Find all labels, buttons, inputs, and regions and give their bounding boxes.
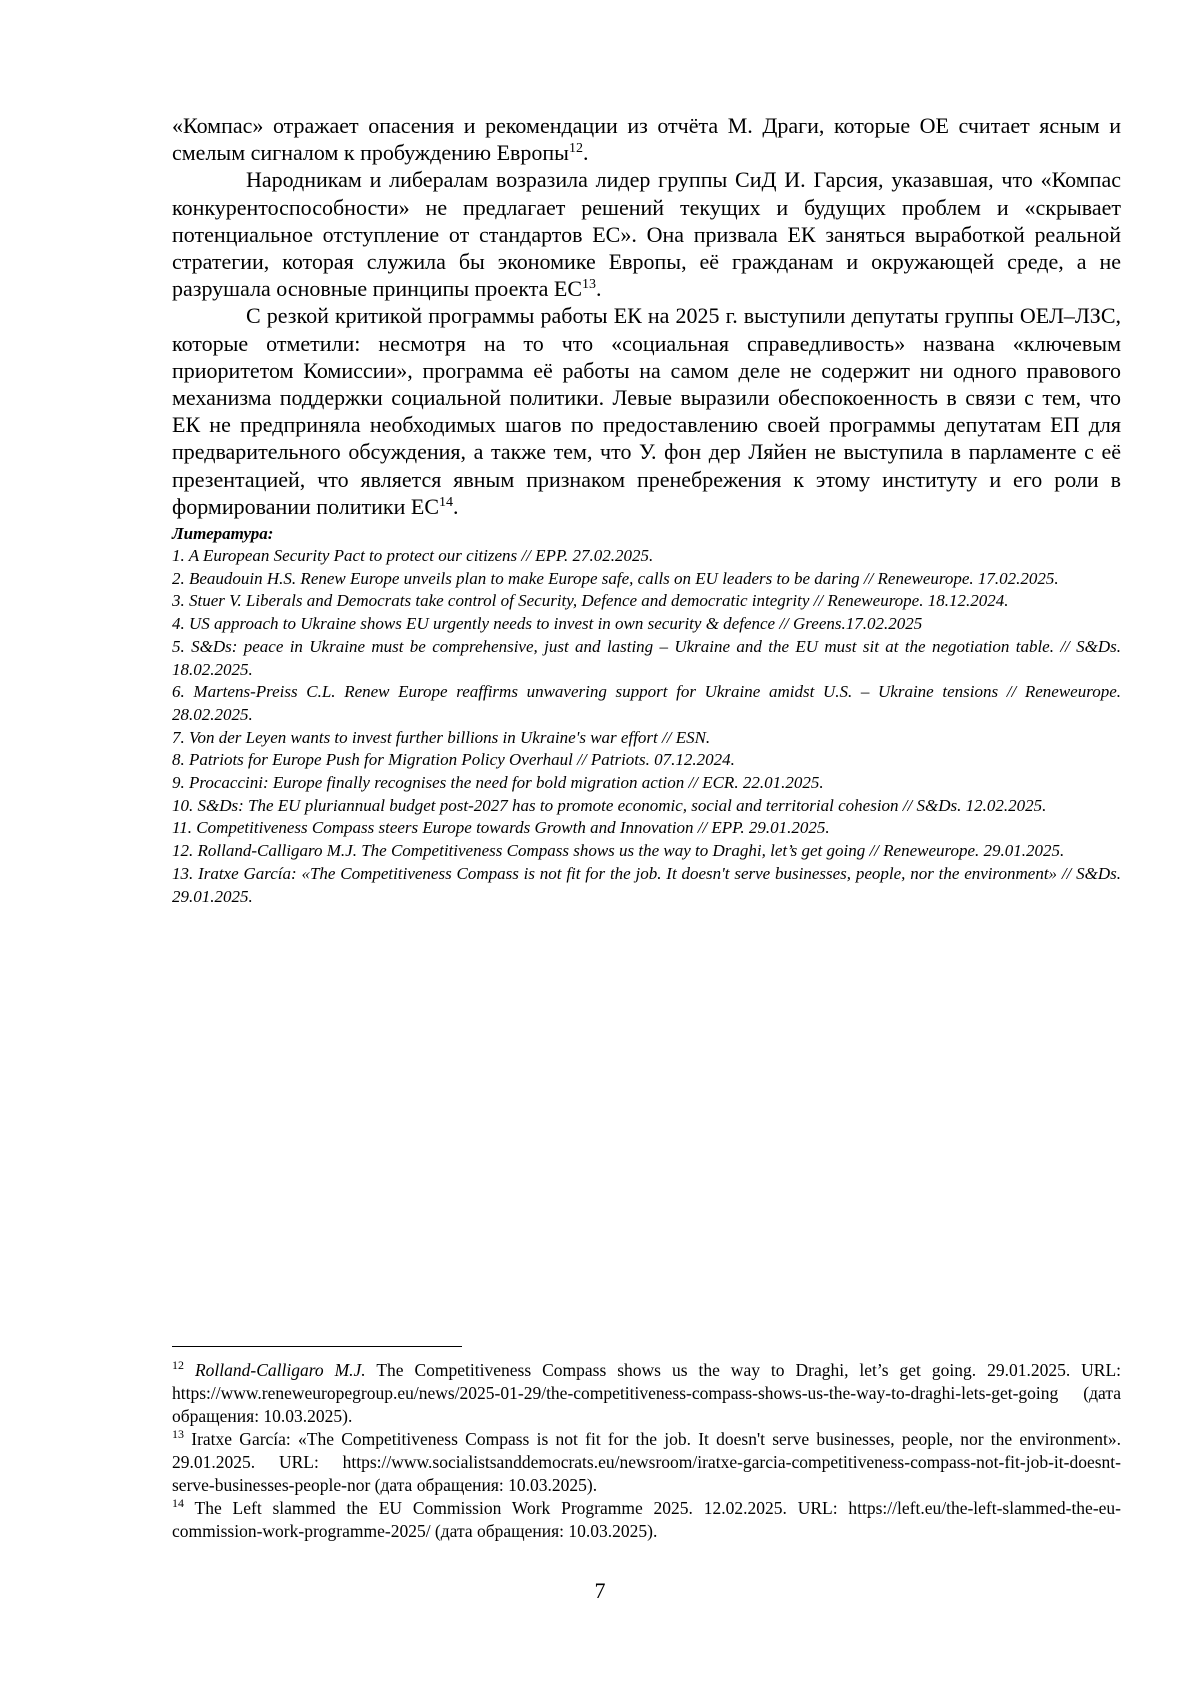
footnote-text: The Competitiveness Compass shows us the way to Draghi, let’s get going. 29.01.2025. URL: https://www.reneweuropegroup.eu/news/2025-01-29/the-competitiveness-compass-shows-us-the-way-to-draghi-lets-get-going (дата обращения: 10.03.2025). (172, 1360, 1122, 1426)
footnote-ref[interactable]: 12 (568, 141, 583, 157)
footnote (172, 1428, 1121, 1497)
literature-item: 1. A European Security Pact to protect our citizens // EPP. 27.02.2025. (172, 546, 654, 566)
literature-item: 2. Beaudouin H.S. Renew Europe unveils plan to make Europe safe, calls on EU leaders to be daring // Reneweurope. 17.02.2025. (172, 568, 1059, 588)
paragraph: Народникам и либералам возразила лидер группы СиД И. Гарсия, указавшая, что «Компас конкурентоспособности» не предлагает решений текущих и будущих проблем и «скрывает потенциальное отступление от стандартов ЕС». Она призвала ЕК заняться выработкой реальной стратегии, которая служила бы экономике Европы, её гражданам и окружающей среде, а не разрушала основные принципы проекта ЕС$^{13}$. (172, 167, 1121, 302)
page-number: 7 (594, 1578, 606, 1603)
literature-item: 9. Procaccini: Europe finally recognises the need for bold migration action // ECR. 22.01.2025. (172, 773, 824, 793)
footnote-text: Iratxe García: «The Competitiveness Compass is not fit for the job. It doesn't serve businesses, people, nor the environment». 29.01.2025. URL: https://www.socialistsanddemocrats.eu/newsroom/iratxe-garcia-competitiveness-compass-not-fit-job-it-doesnt-serve-businesses-people-nor (дата обращения: 10.03.2025). (172, 1429, 1121, 1495)
paragraph: «Компас» отражает опасения и рекомендации из отчёта М. Драги, которые ОЕ считает ясным и смелым сигналом к пробуждению Европы$^{12}$. (172, 113, 1121, 166)
footnote (172, 1497, 1121, 1543)
footnotes-section (172, 1346, 1121, 1543)
footnote-number: 13 (172, 1427, 184, 1441)
paragraph: С резкой критикой программы работы ЕК на 2025 г. выступили депутаты группы ОЕЛ–ЛЗС, которые отметили: несмотря на то что «социальная справедливость» названа «ключевым приоритетом Комиссии», программа её работы на самом деле не содержит ни одного правового механизма поддержки социальной политики. Левые выразили обеспокоенность в связи с тем, что ЕК не предприняла необходимых шагов по предоставлению своей программы депутатам ЕП для предварительного обсуждения, а также тем, что У. фон дер Ляйен не выступила в парламенте с её презентацией, что является явным признаком пренебрежения к этому институту и его роли в формировании политики ЕС$^{14}$. (172, 303, 1121, 519)
literature-item: 5. S&Ds: peace in Ukraine must be comprehensive, just and lasting – Ukraine and the EU must sit at the negotiation table. // S&Ds. 18.02.2025. (172, 636, 1121, 679)
literature-item: 3. Stuer V. Liberals and Democrats take control of Security, Defence and democratic integrity // Reneweurope. 18.12.2024. (172, 591, 1009, 611)
literature-item: 11. Competitiveness Compass steers Europe towards Growth and Innovation // EPP. 29.01.2025. (172, 818, 830, 838)
footnote-author: Rolland-Calligaro M.J. (194, 1360, 366, 1380)
literature-item: 6. Martens-Preiss C.L. Renew Europe reaffirms unwavering support for Ukraine amidst U.S. – Ukraine tensions // Reneweurope. 28.02.2025. (172, 682, 1121, 724)
literature-item: 13. Iratxe García: «The Competitiveness Compass is not fit for the job. It doesn't serve businesses, people, nor the environment» // S&Ds. 29.01.2025. (172, 863, 1121, 906)
literature-item: 4. US approach to Ukraine shows EU urgently needs to invest in own security & defence // Greens.17.02.2025 (172, 614, 923, 634)
literature-item: 10. S&Ds: The EU pluriannual budget post-2027 has to promote economic, social and territorial cohesion // S&Ds. 12.02.2025. (172, 795, 1047, 815)
literature-item: 8. Patriots for Europe Push for Migration Policy Overhaul // Patriots. 07.12.2024. (172, 750, 735, 770)
footnote-number: 12 (172, 1358, 184, 1372)
footnote-ref[interactable]: 14 (439, 494, 453, 510)
footnote-number: 14 (172, 1496, 184, 1510)
literature-item: 12. Rolland-Calligaro M.J. The Competitiveness Compass shows us the way to Draghi, let’s get going // Reneweurope. 29.01.2025. (172, 841, 1065, 861)
footnote-divider (172, 1346, 462, 1347)
literature-list (172, 545, 1121, 908)
footnote-text: The Left slammed the EU Commission Work Programme 2025. 12.02.2025. URL: https://left.eu/the-left-slammed-the-eu-commission-work-programme-2025/ (дата обращения: 10.03.2025). (172, 1498, 1121, 1541)
literature-item: 7. Von der Leyen wants to invest further billions in Ukraine's war effort // ESN. (172, 727, 711, 747)
literature-heading: Литература: (172, 524, 274, 544)
footnote-ref[interactable]: 13 (582, 277, 596, 293)
footnote (172, 1359, 1121, 1428)
main-text (172, 112, 1121, 908)
